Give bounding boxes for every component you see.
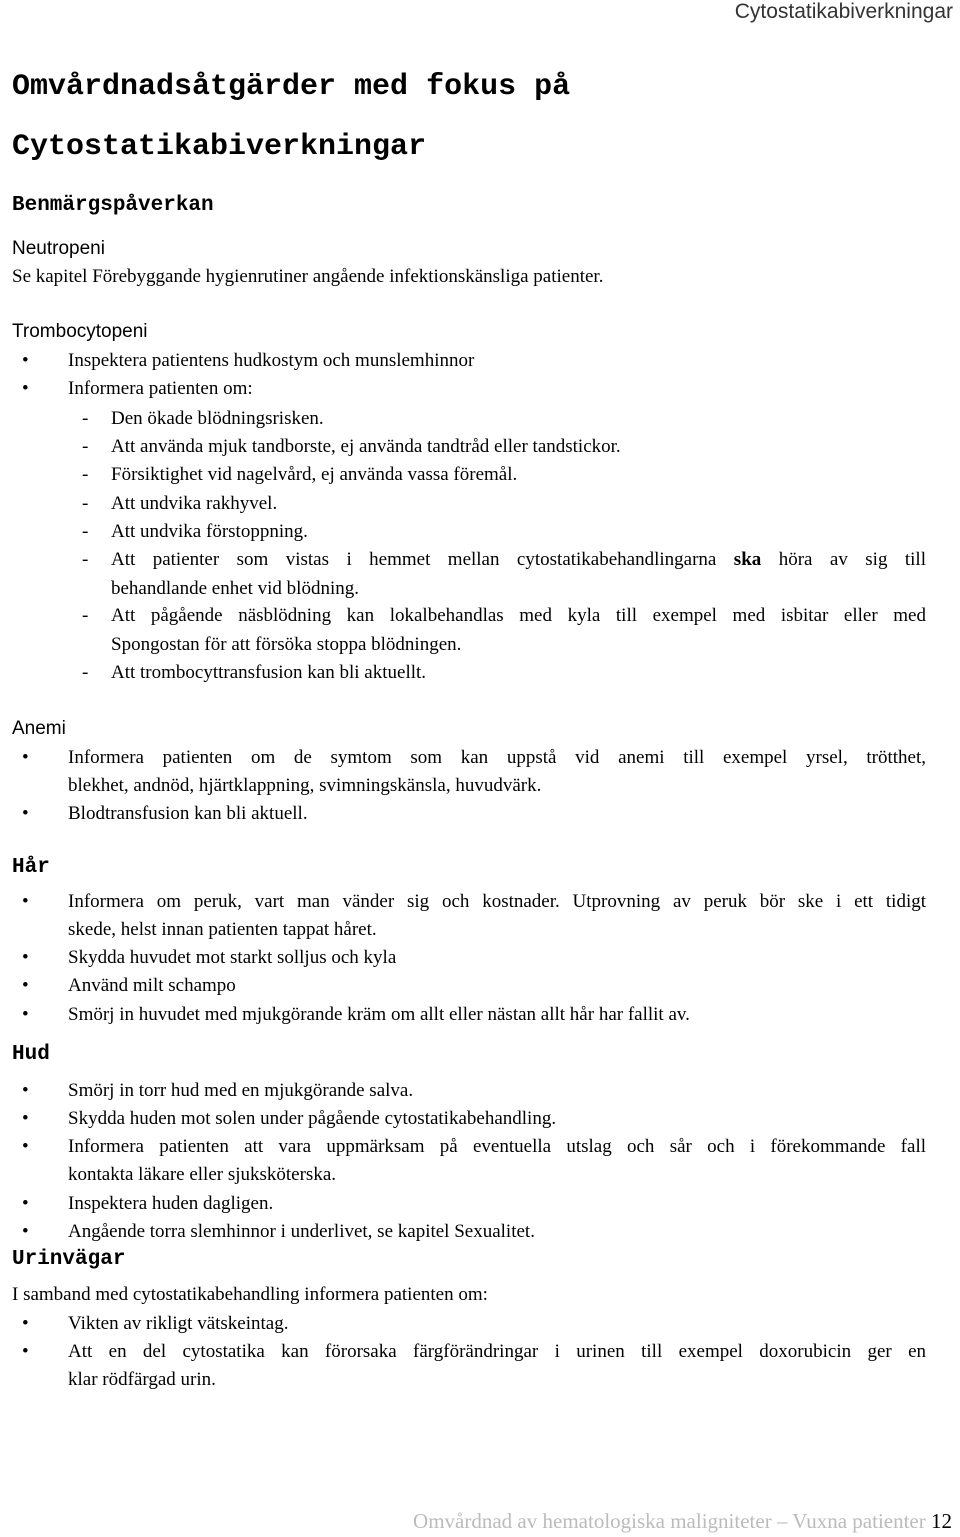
page-footer [413, 1509, 952, 1534]
bullet-marker: • [22, 1313, 29, 1334]
list-item: Informera patienten att vara uppmärksam på eventuella utslag och sår och i förekommande fall [68, 1136, 926, 1157]
dash-item: Att undvika förstoppning. [111, 521, 308, 542]
list-item: Inspektera huden dagligen. [68, 1193, 274, 1214]
dash-item: Att trombocyttransfusion kan bli aktuellt. [111, 662, 427, 683]
dash-marker: - [82, 662, 89, 683]
bullet-marker: • [22, 1004, 29, 1025]
subheading-trombocytopeni: Trombocytopeni [12, 321, 148, 342]
bullet-marker: • [22, 803, 29, 824]
bullet-marker: • [22, 1221, 29, 1242]
dash-item-text: Att patienter som vistas i hemmet mellan cytostatikabehandlingarna [111, 549, 717, 570]
bullet-marker: • [22, 747, 29, 768]
dash-marker: - [82, 408, 89, 429]
dash-item: Försiktighet vid nagelvård, ej använda vassa föremål. [111, 464, 518, 485]
dash-marker: - [82, 493, 89, 514]
dash-marker: - [82, 549, 89, 570]
footer-text: Omvårdnad av hematologiska maligniteter – Vuxna patienter [413, 1509, 926, 1533]
dash-item: Att pågående näsblödning kan lokalbehandlas med kyla till exempel med isbitar eller med [111, 605, 926, 626]
dash-marker: - [82, 605, 89, 626]
dash-item: Att använda mjuk tandborste, ej använda tandtråd eller tandstickor. [111, 436, 621, 457]
heading-benmarg: Benmärgspåverkan [12, 194, 214, 217]
list-item-continuation: klar rödfärgad urin. [68, 1369, 216, 1390]
page-title-line-1: Omvårdnadsåtgärder med fokus på [12, 70, 571, 104]
bullet-marker: • [22, 1136, 29, 1157]
list-item: Att en del cytostatika kan förorsaka färgförändringar i urinen till exempel doxorubicin ger en [68, 1341, 926, 1362]
list-item-continuation: blekhet, andnöd, hjärtklappning, svimningskänsla, huvudvärk. [68, 775, 542, 796]
list-item: Skydda huvudet mot starkt solljus och kyla [68, 947, 397, 968]
list-item: Skydda huden mot solen under pågående cytostatikabehandling. [68, 1108, 557, 1129]
dash-item-continuation: Spongostan för att försöka stoppa blödningen. [111, 634, 462, 655]
list-item-continuation: kontakta läkare eller sjuksköterska. [68, 1164, 337, 1185]
neutropeni-text: Se kapitel Förebyggande hygienrutiner angående infektionskänsliga patienter. [12, 266, 604, 287]
bullet-marker: • [22, 1080, 29, 1101]
dash-item-text: höra av sig till [778, 549, 926, 570]
dash-item: Den ökade blödningsrisken. [111, 408, 324, 429]
running-header: Cytostatikabiverkningar [734, 0, 953, 23]
list-item: Informera patienten om de symtom som kan uppstå vid anemi till exempel yrsel, trötthet, [68, 747, 926, 768]
dash-item: Att undvika rakhyvel. [111, 493, 278, 514]
emphasis-ska: ska [733, 549, 762, 570]
bullet-marker: • [22, 1341, 29, 1362]
list-item: Smörj in torr hud med en mjukgörande salva. [68, 1080, 414, 1101]
list-item: Blodtransfusion kan bli aktuell. [68, 803, 308, 824]
heading-hud: Hud [12, 1043, 50, 1066]
list-item: Informera om peruk, vart man vänder sig och kostnader. Utprovning av peruk bör ske i ett tidigt [68, 891, 926, 912]
subheading-anemi: Anemi [12, 718, 66, 739]
list-item-continuation: skede, helst innan patienten tappat håret. [68, 919, 377, 940]
bullet-marker: • [22, 1108, 29, 1129]
urin-intro: I samband med cytostatikabehandling informera patienten om: [12, 1284, 488, 1305]
bullet-marker: • [22, 975, 29, 996]
bullet-marker: • [22, 1193, 29, 1214]
dash-item-continuation: behandlande enhet vid blödning. [111, 578, 359, 599]
page-title-line-2: Cytostatikabiverkningar [12, 130, 427, 164]
bullet-marker: • [22, 378, 29, 399]
list-item: Använd milt schampo [68, 975, 236, 996]
dash-marker: - [82, 464, 89, 485]
dash-item-hemma [111, 549, 926, 571]
bullet-marker: • [22, 947, 29, 968]
list-item: Informera patienten om: [68, 378, 253, 399]
list-item: Angående torra slemhinnor i underlivet, se kapitel Sexualitet. [68, 1221, 535, 1242]
subheading-neutropeni: Neutropeni [12, 238, 105, 259]
list-item: Vikten av rikligt vätskeintag. [68, 1313, 289, 1334]
heading-har: Hår [12, 856, 50, 879]
list-item: Smörj in huvudet med mjukgörande kräm om allt eller nästan allt hår har fallit av. [68, 1004, 690, 1025]
list-item: Inspektera patientens hudkostym och munslemhinnor [68, 350, 475, 371]
dash-marker: - [82, 521, 89, 542]
heading-urinvagar: Urinvägar [12, 1248, 126, 1271]
bullet-marker: • [22, 891, 29, 912]
dash-marker: - [82, 436, 89, 457]
bullet-marker: • [22, 350, 29, 371]
page-number: 12 [931, 1509, 952, 1533]
